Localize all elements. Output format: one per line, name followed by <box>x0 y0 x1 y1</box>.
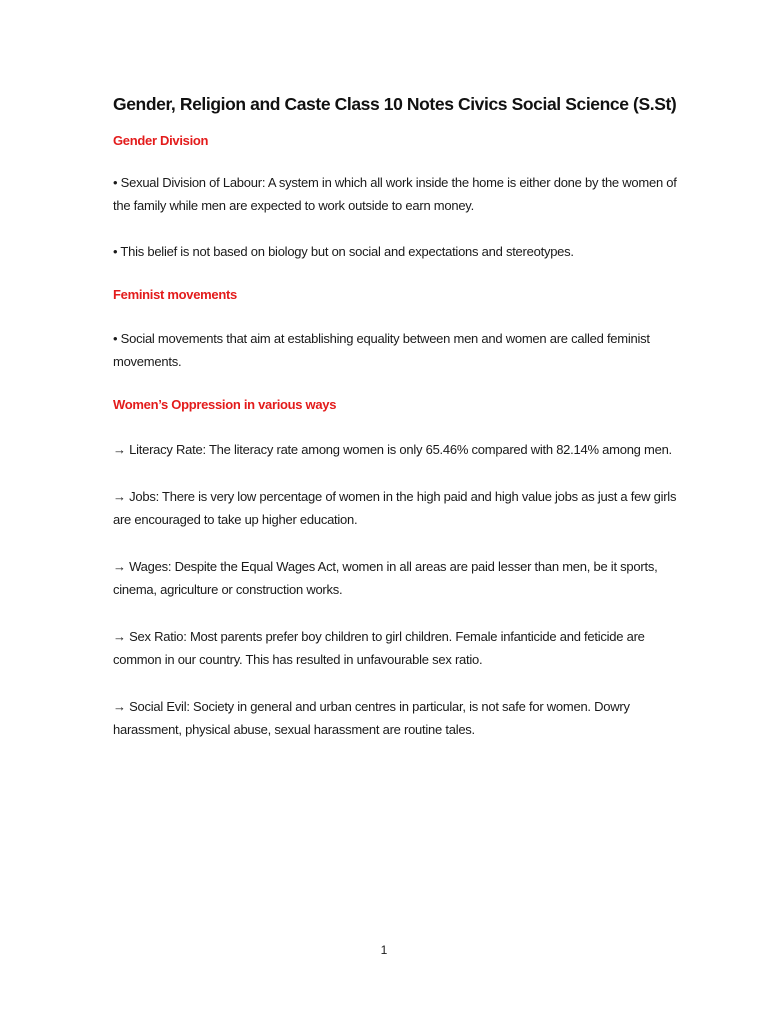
paragraph-wages: → Wages: Despite the Equal Wages Act, women in all areas are paid lesser than men, be it sports, cinema, agriculture or construction works. <box>113 559 658 597</box>
paragraph-jobs: → Jobs: There is very low percentage of women in the high paid and high value jobs as just a few girls are encouraged to take up higher education. <box>113 489 677 527</box>
paragraph-sex-ratio: → Sex Ratio: Most parents prefer boy children to girl children. Female infanticide and feticide are common in our country. This has resulted in unfavourable sex ratio. <box>113 629 645 667</box>
page-number: 1 <box>380 943 388 957</box>
document-title: Gender, Religion and Caste Class 10 Notes Civics Social Science (S.St) <box>113 94 677 114</box>
section-heading-feminist-movements: Feminist movements <box>113 287 237 302</box>
paragraph-sexual-division-of-labour: • Sexual Division of Labour: A system in which all work inside the home is either done by the women of the family while men are expected to work outside to earn money. <box>113 175 677 213</box>
paragraph-feminist-movements: • Social movements that aim at establishing equality between men and women are called feminist movements. <box>113 331 650 369</box>
paragraph-belief-not-biology: • This belief is not based on biology but on social and expectations and stereotypes. <box>113 244 574 259</box>
paragraph-social-evil: → Social Evil: Society in general and urban centres in particular, is not safe for women. Dowry harassment, physical abuse, sexual harassment are routine tales. <box>113 699 630 737</box>
document-page <box>113 92 683 741</box>
section-heading-gender-division: Gender Division <box>113 133 209 148</box>
paragraph-literacy-rate: → Literacy Rate: The literacy rate among women is only 65.46% compared with 82.14% among men. <box>113 442 672 457</box>
section-heading-womens-oppression: Women’s Oppression in various ways <box>113 397 337 412</box>
